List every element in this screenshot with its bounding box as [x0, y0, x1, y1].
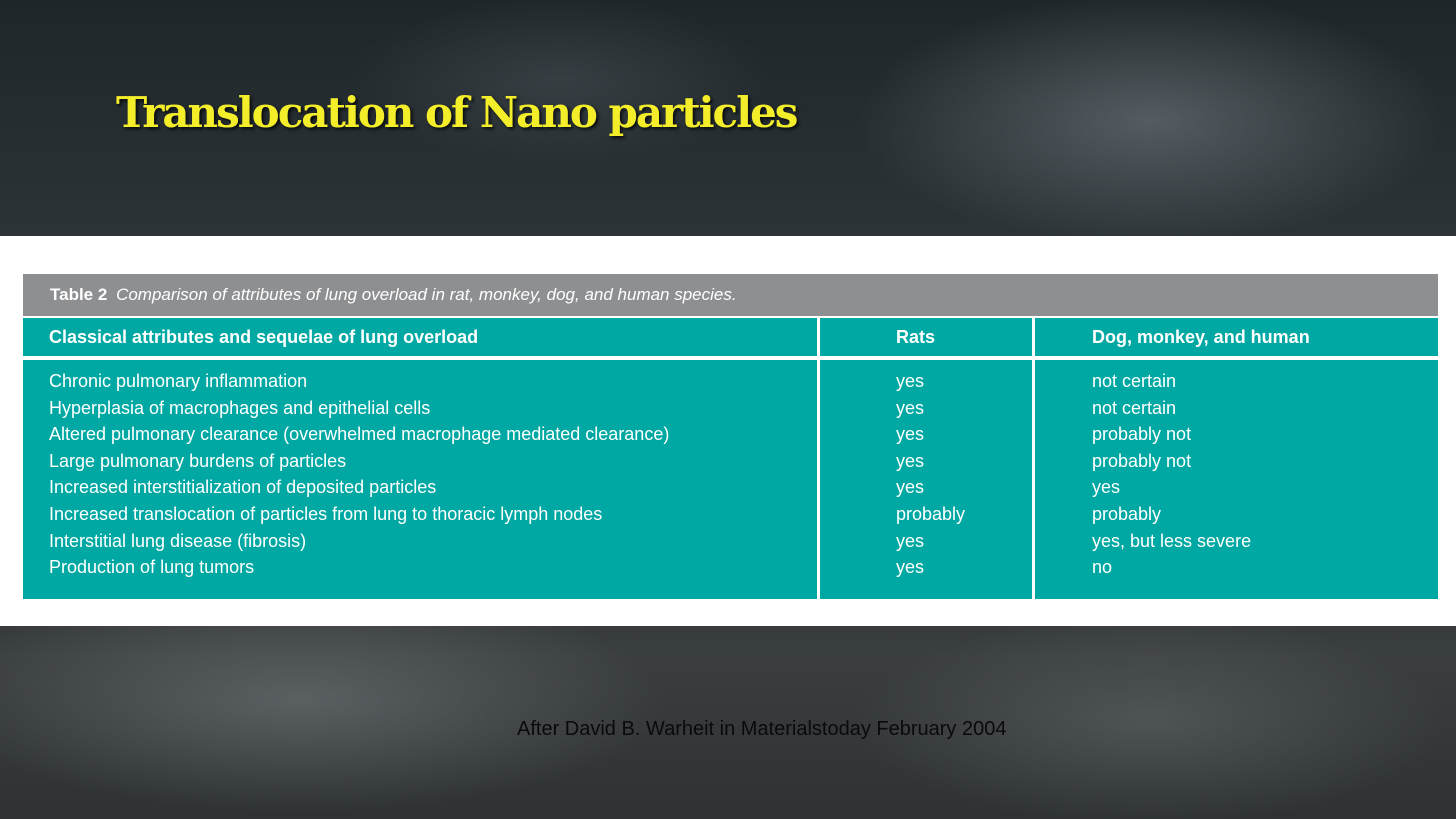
table-caption: [23, 274, 1438, 316]
dog-monkey-human-cell: yes, but less severe: [1092, 530, 1252, 551]
table-caption-label: Table 2: [50, 285, 108, 304]
rats-column: [820, 360, 1032, 599]
column-header-dog-monkey-human: Dog, monkey, and human: [1035, 318, 1438, 356]
attribute-cell: Production of lung tumors: [49, 557, 255, 578]
column-header-attributes: Classical attributes and sequelae of lung overload: [23, 318, 817, 356]
attribute-cell: Large pulmonary burdens of particles: [49, 450, 347, 471]
attribute-cell: Chronic pulmonary inflammation: [49, 371, 308, 391]
source-credit: After David B. Warheit in Materialstoday February 2004: [517, 718, 1007, 740]
attribute-cell: Increased interstitialization of deposited particles: [49, 477, 437, 498]
rats-cell: yes: [896, 477, 925, 498]
attributes-column: [23, 360, 817, 599]
dog-monkey-human-cell: probably: [1092, 503, 1162, 524]
column-header-rats: Rats: [820, 318, 1032, 356]
table-caption-text: Comparison of attributes of lung overload in rat, monkey, dog, and human species.: [116, 285, 737, 304]
dog-monkey-human-column: [1035, 360, 1438, 599]
attribute-cell: Hyperplasia of macrophages and epithelial cells: [49, 397, 431, 418]
rats-cell: yes: [896, 450, 925, 471]
attribute-cell: Increased translocation of particles from lung to thoracic lymph nodes: [49, 503, 603, 524]
dog-monkey-human-cell: yes: [1092, 477, 1121, 498]
rats-cell: yes: [896, 557, 925, 578]
slide-title: Translocation of Nano particles: [116, 88, 797, 137]
rats-cell: probably: [896, 503, 966, 524]
dog-monkey-human-cell: probably not: [1092, 424, 1192, 445]
rats-cell: yes: [896, 530, 925, 551]
table-panel: [0, 236, 1456, 626]
attribute-cell: Altered pulmonary clearance (overwhelmed macrophage mediated clearance): [49, 424, 670, 445]
rats-cell: yes: [896, 424, 925, 445]
attribute-cell: Interstitial lung disease (fibrosis): [49, 530, 307, 551]
rats-cell: yes: [896, 397, 925, 418]
dog-monkey-human-cell: probably not: [1092, 450, 1192, 471]
dog-monkey-human-cell: no: [1092, 557, 1113, 578]
dog-monkey-human-cell: not certain: [1092, 397, 1177, 418]
rats-cell: yes: [896, 371, 925, 391]
dog-monkey-human-cell: not certain: [1092, 371, 1177, 391]
